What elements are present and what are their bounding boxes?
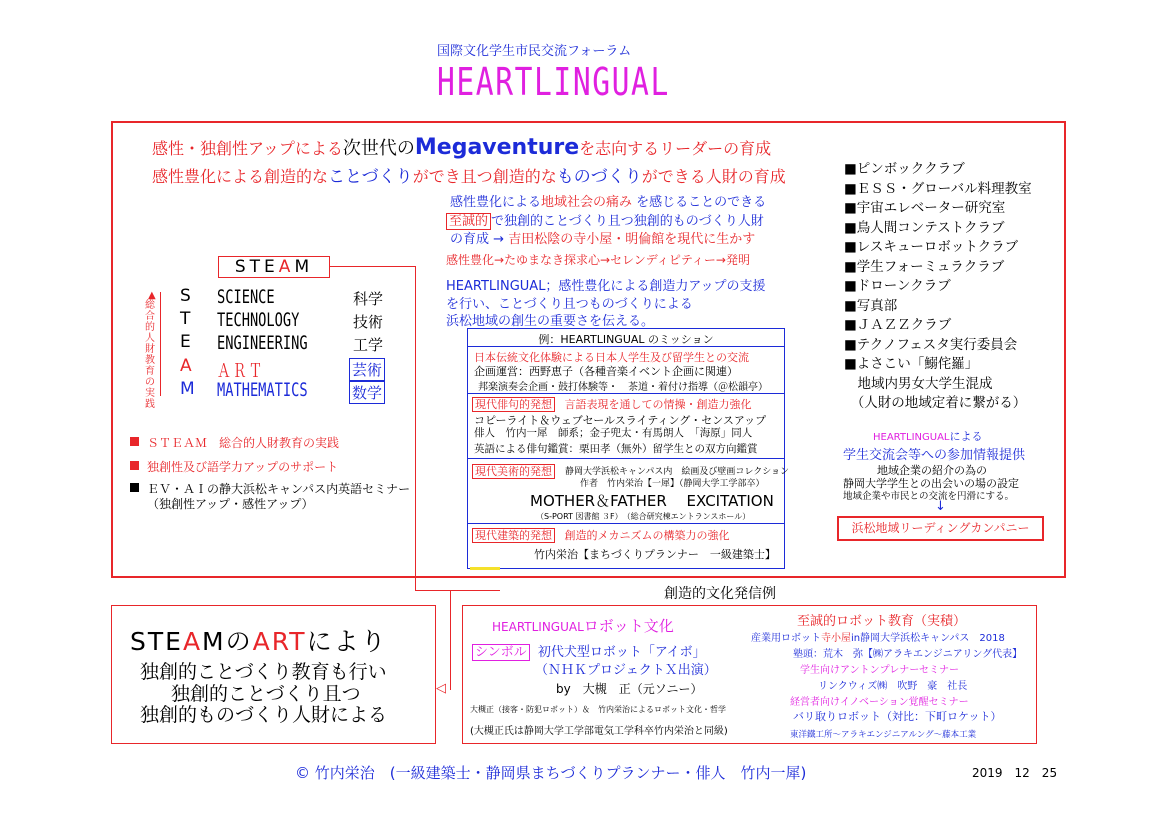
info-1b: による (949, 430, 983, 443)
center-line-5: HEARTLINGUAL；感性豊化による創造力アップの支援 (446, 279, 766, 294)
info-line-4: 静岡大学学生との出会いの場の設定 (843, 477, 1019, 490)
mission-1c: Megaventure (414, 135, 580, 160)
mission-2d: ものづくり (556, 167, 642, 187)
steam-bullet-4: （独創性アップ・感性アップ） (147, 497, 314, 511)
center-1a: 感性豊化による (450, 195, 542, 210)
robot-l1: 初代犬型ロボット「アイボ」 (537, 645, 706, 660)
footer-date: 2019 12 25 (972, 766, 1058, 780)
bullet-square-icon (130, 483, 139, 492)
mission-line-1 (152, 134, 771, 160)
center-line-3 (450, 228, 755, 247)
s4-line-1: 竹内栄治【まちづくりプランナー 一級建築士】 (534, 548, 776, 561)
center-line-1 (450, 191, 766, 210)
steam-art-title (130, 622, 388, 658)
sa-a: STE (130, 627, 183, 656)
mission-line-2 (152, 162, 786, 187)
s3-line-1: 静岡大学浜松キャンパス内 絵画及び壁画コレクション (565, 467, 790, 477)
s3-line-4: （S-PORT 図書館 ３F） （総合研究棟エントランスホール） (536, 512, 751, 521)
robot-line-4: 大槻正（接客・防犯ロボット）＆ 竹内栄治によるロボット文化・哲学 (470, 705, 726, 714)
up-arrow-icon: ▲ (148, 290, 156, 301)
club-item: ■ＥＳＳ・グローバル料理教室 (844, 180, 1032, 197)
s4-title: 現代建築的発想 (472, 528, 555, 543)
s3-line-2: 作者 竹内栄治【一犀】（静岡大学工学部卒） (580, 479, 765, 489)
steam-art-line-2: 独創的ことづくり教育も行い (140, 661, 387, 683)
info-line-5: 地域企業や市民との交流を円滑にする。 (843, 491, 1015, 502)
club-item: 地域内男女大学生混成 (844, 375, 993, 392)
center-line-7: 浜松地域の創生の重要さを伝える。 (446, 314, 655, 329)
steam-letter: A (180, 356, 192, 376)
center-line-4: 感性豊化→たゆまなき探求心→セレンディピティー→発明 (446, 253, 750, 267)
s3-line-3: MOTHER＆FATHER EXCITATION (530, 492, 774, 510)
down-arrow-icon: ↓ (935, 499, 946, 514)
r1c: in静岡大学浜松キャンパス 2018 (851, 633, 1005, 644)
steam-word: ENGINEERING (217, 332, 308, 354)
arrow-icon: → (493, 232, 505, 247)
robot-right-2: 塾頭：荒木 弥【㈱アラキエンジニアリング代表】 (793, 649, 1023, 660)
s2-line-1: コピーライト＆ウェブセールスライティング・センスアップ (474, 414, 767, 427)
info-line-2: 学生交流会等への参加情報提供 (843, 448, 1026, 463)
steam-title (218, 256, 330, 278)
club-item: （人財の地域定着に繋がる） (844, 395, 1027, 411)
steam-vertical-label: 総合的人財教育の実践 (145, 300, 155, 410)
footer-copyright: © 竹内栄治 (一級建築士・静岡県まちづくりプランナー・俳人 竹内一犀) (295, 764, 807, 782)
s1-line-2: 邦楽演奏会企画・鼓打体験等・ 茶道・着付け指導（＠松韻亭） (478, 382, 768, 393)
club-item: ■ピンボッククラブ (844, 161, 965, 177)
mission-1a: 感性・独創性アップによる (152, 139, 343, 158)
connector-line (415, 590, 500, 591)
s3-title-row (472, 463, 555, 479)
robot-right-title: 至誠的ロボット教育（実積） (797, 614, 967, 629)
club-item: ■ドローンクラブ (844, 278, 951, 294)
s4-title-row (472, 527, 730, 543)
steam-art-line-3: 独創的ことづくり且つ (171, 683, 361, 705)
steam-title-b: A (278, 257, 295, 277)
info-line-3: 地域企業の紹介の為の (877, 464, 987, 477)
steam-word: SCIENCE (217, 286, 275, 308)
symbol-box: シンボル (472, 644, 530, 661)
steam-jp: 芸術 (349, 358, 385, 381)
sa-d: ART (252, 627, 307, 656)
bullet-text: ＥＶ・ＡＩの静大浜松キャンパス内英語セミナー (147, 482, 411, 496)
examples-label: 創造的文化発信例 (664, 586, 776, 602)
r1b: 寺小屋 (821, 633, 851, 644)
mission-box-divider (468, 346, 784, 347)
robot-right-7: 東洋鐵工所〜アラキエンジニアルング〜藤本工業 (790, 730, 977, 740)
sa-c: Mの (202, 627, 253, 656)
steam-letter: S (180, 286, 191, 306)
mission-2a: 感性豊化による創造的な (152, 167, 329, 186)
leading-company-box: 浜松地域リーディングカンパニー (837, 516, 1044, 541)
club-item: ■よさこい「鰯侘羅」 (844, 356, 979, 372)
s1-line-1: 企画運営：西野恵子（各種音楽イベント企画に関連） (474, 365, 738, 378)
robot-title (492, 615, 674, 636)
page-title: HEARTLINGUAL (437, 60, 670, 104)
center-2-rest: で独創的ことづくり且つ独創的ものづくり人財 (491, 214, 764, 229)
center-3a: の育成 (450, 232, 490, 247)
robot-line-5: (大槻正氏は静岡大学工学部電気工学科卒竹内栄治と同級) (470, 726, 728, 737)
mission-box-divider (468, 393, 784, 394)
steam-art-line-4: 独創的ものづくり人財による (140, 704, 388, 726)
sa-b: A (182, 627, 203, 656)
steam-title-a: STE (234, 257, 279, 277)
robot-right-3: 学生向けアントンプレナーセミナー (800, 665, 959, 676)
vertical-line (160, 292, 161, 396)
yellow-mark (470, 567, 500, 570)
club-item: ■写真部 (844, 297, 898, 314)
s1-title: 日本伝統文化体験による日本人学生及び留学生との交流 (474, 351, 749, 364)
center-1c: を感じることのできる (636, 195, 767, 210)
sa-e: により (306, 627, 388, 656)
steam-letter: T (180, 309, 191, 329)
mission-box-divider (468, 458, 784, 459)
steam-jp: 数学 (349, 381, 385, 404)
mission-2e: ができる人財の育成 (641, 167, 786, 186)
steam-letter: E (180, 332, 191, 352)
forum-subtitle: 国際文化学生市民交流フォーラム (437, 44, 632, 59)
robot-right-6: バリ取りロボット（対比：下町ロケット） (793, 710, 1002, 723)
steam-jp: 技術 (353, 313, 384, 331)
center-line-6: を行い、ことづくり且つものづくりによる (446, 297, 693, 312)
r1a: 産業用ロボット (751, 633, 821, 644)
club-item: ■ＪＡＺＺクラブ (844, 317, 952, 333)
connector-line (450, 590, 451, 690)
steam-word: MATHEMATICS (217, 379, 308, 401)
mission-2b: ことづくり (328, 167, 413, 187)
connector-line (415, 266, 416, 590)
s2-line-2: 俳人 竹内一犀 師系；金子兜太・有馬朗人 「海原」同人 (474, 427, 753, 439)
s3-title: 現代美術的発想 (472, 464, 555, 479)
left-arrow-icon: ◁ (436, 681, 446, 696)
center-line-2 (446, 210, 764, 229)
mission-2c: ができ且つ創造的な (412, 167, 557, 186)
bullet-square-icon (130, 461, 139, 470)
steam-jp: 工学 (353, 336, 384, 354)
center-3c: 吉田松陰の寺小屋・明倫館を現代に生かす (508, 232, 756, 247)
steam-word: TECHNOLOGY (217, 309, 300, 331)
robot-line-3: by 大槻 正（元ソニー） (556, 682, 703, 696)
club-item: ■宇宙エレベーター研究室 (844, 200, 1006, 216)
info-line-1 (873, 428, 983, 444)
bullet-text: ＳＴＥＡＭ 総合的人財教育の実践 (147, 436, 340, 450)
s2-title-row (472, 396, 752, 412)
robot-right-4: リンクウィズ㈱ 吹野 豪 社長 (818, 681, 968, 692)
bullet-square-icon (130, 437, 139, 446)
connector-line (330, 266, 416, 267)
club-item: ■テクノフェスタ実行委員会 (844, 336, 1018, 353)
mission-box-header: 例：HEARTLINGUAL のミッション (538, 333, 714, 346)
steam-word: ＡＲＴ (217, 360, 265, 382)
club-item: ■学生フォーミュラクラブ (844, 258, 1005, 275)
info-1a: HEARTLINGUAL (873, 432, 950, 443)
shisei-box: 至誠的 (446, 213, 491, 230)
mission-1b: 次世代の (342, 138, 415, 159)
steam-bullet-1 (130, 434, 339, 451)
s2-line-3: 英語による俳句鑑賞：栗田孝（無外）留学生との双方向鑑賞 (474, 443, 758, 455)
steam-letter: M (180, 379, 195, 399)
mission-1d: を志向するリーダーの育成 (579, 139, 772, 158)
robot-title-a: HEARTLINGUAL (492, 620, 584, 634)
steam-jp: 科学 (353, 290, 384, 308)
s4-sub: 創造的メカニズムの構築力の強化 (564, 529, 730, 542)
club-item: ■鳥人間コンテストクラブ (844, 219, 1005, 236)
s2-sub: 言語表現を通しての情操・創造力強化 (564, 398, 752, 411)
robot-line-1 (472, 641, 706, 660)
center-1b: 地域社会の痛み (541, 195, 633, 210)
robot-right-5: 経営者向けイノベーション覚醒セミナー (790, 697, 969, 708)
robot-title-b: ロボット文化 (583, 617, 674, 635)
steam-title-c: M (294, 257, 314, 277)
robot-right-1 (751, 629, 1005, 644)
club-item: ■レスキューロボットクラブ (844, 239, 1019, 255)
robot-line-2: （ＮＨＫプロジェクトＸ出演） (535, 663, 717, 678)
mission-box-divider (468, 523, 784, 524)
s2-title: 現代俳句的発想 (472, 397, 555, 412)
bullet-text: 独創性及び語学力アップのサポート (147, 460, 339, 474)
steam-bullet-2 (130, 458, 338, 475)
